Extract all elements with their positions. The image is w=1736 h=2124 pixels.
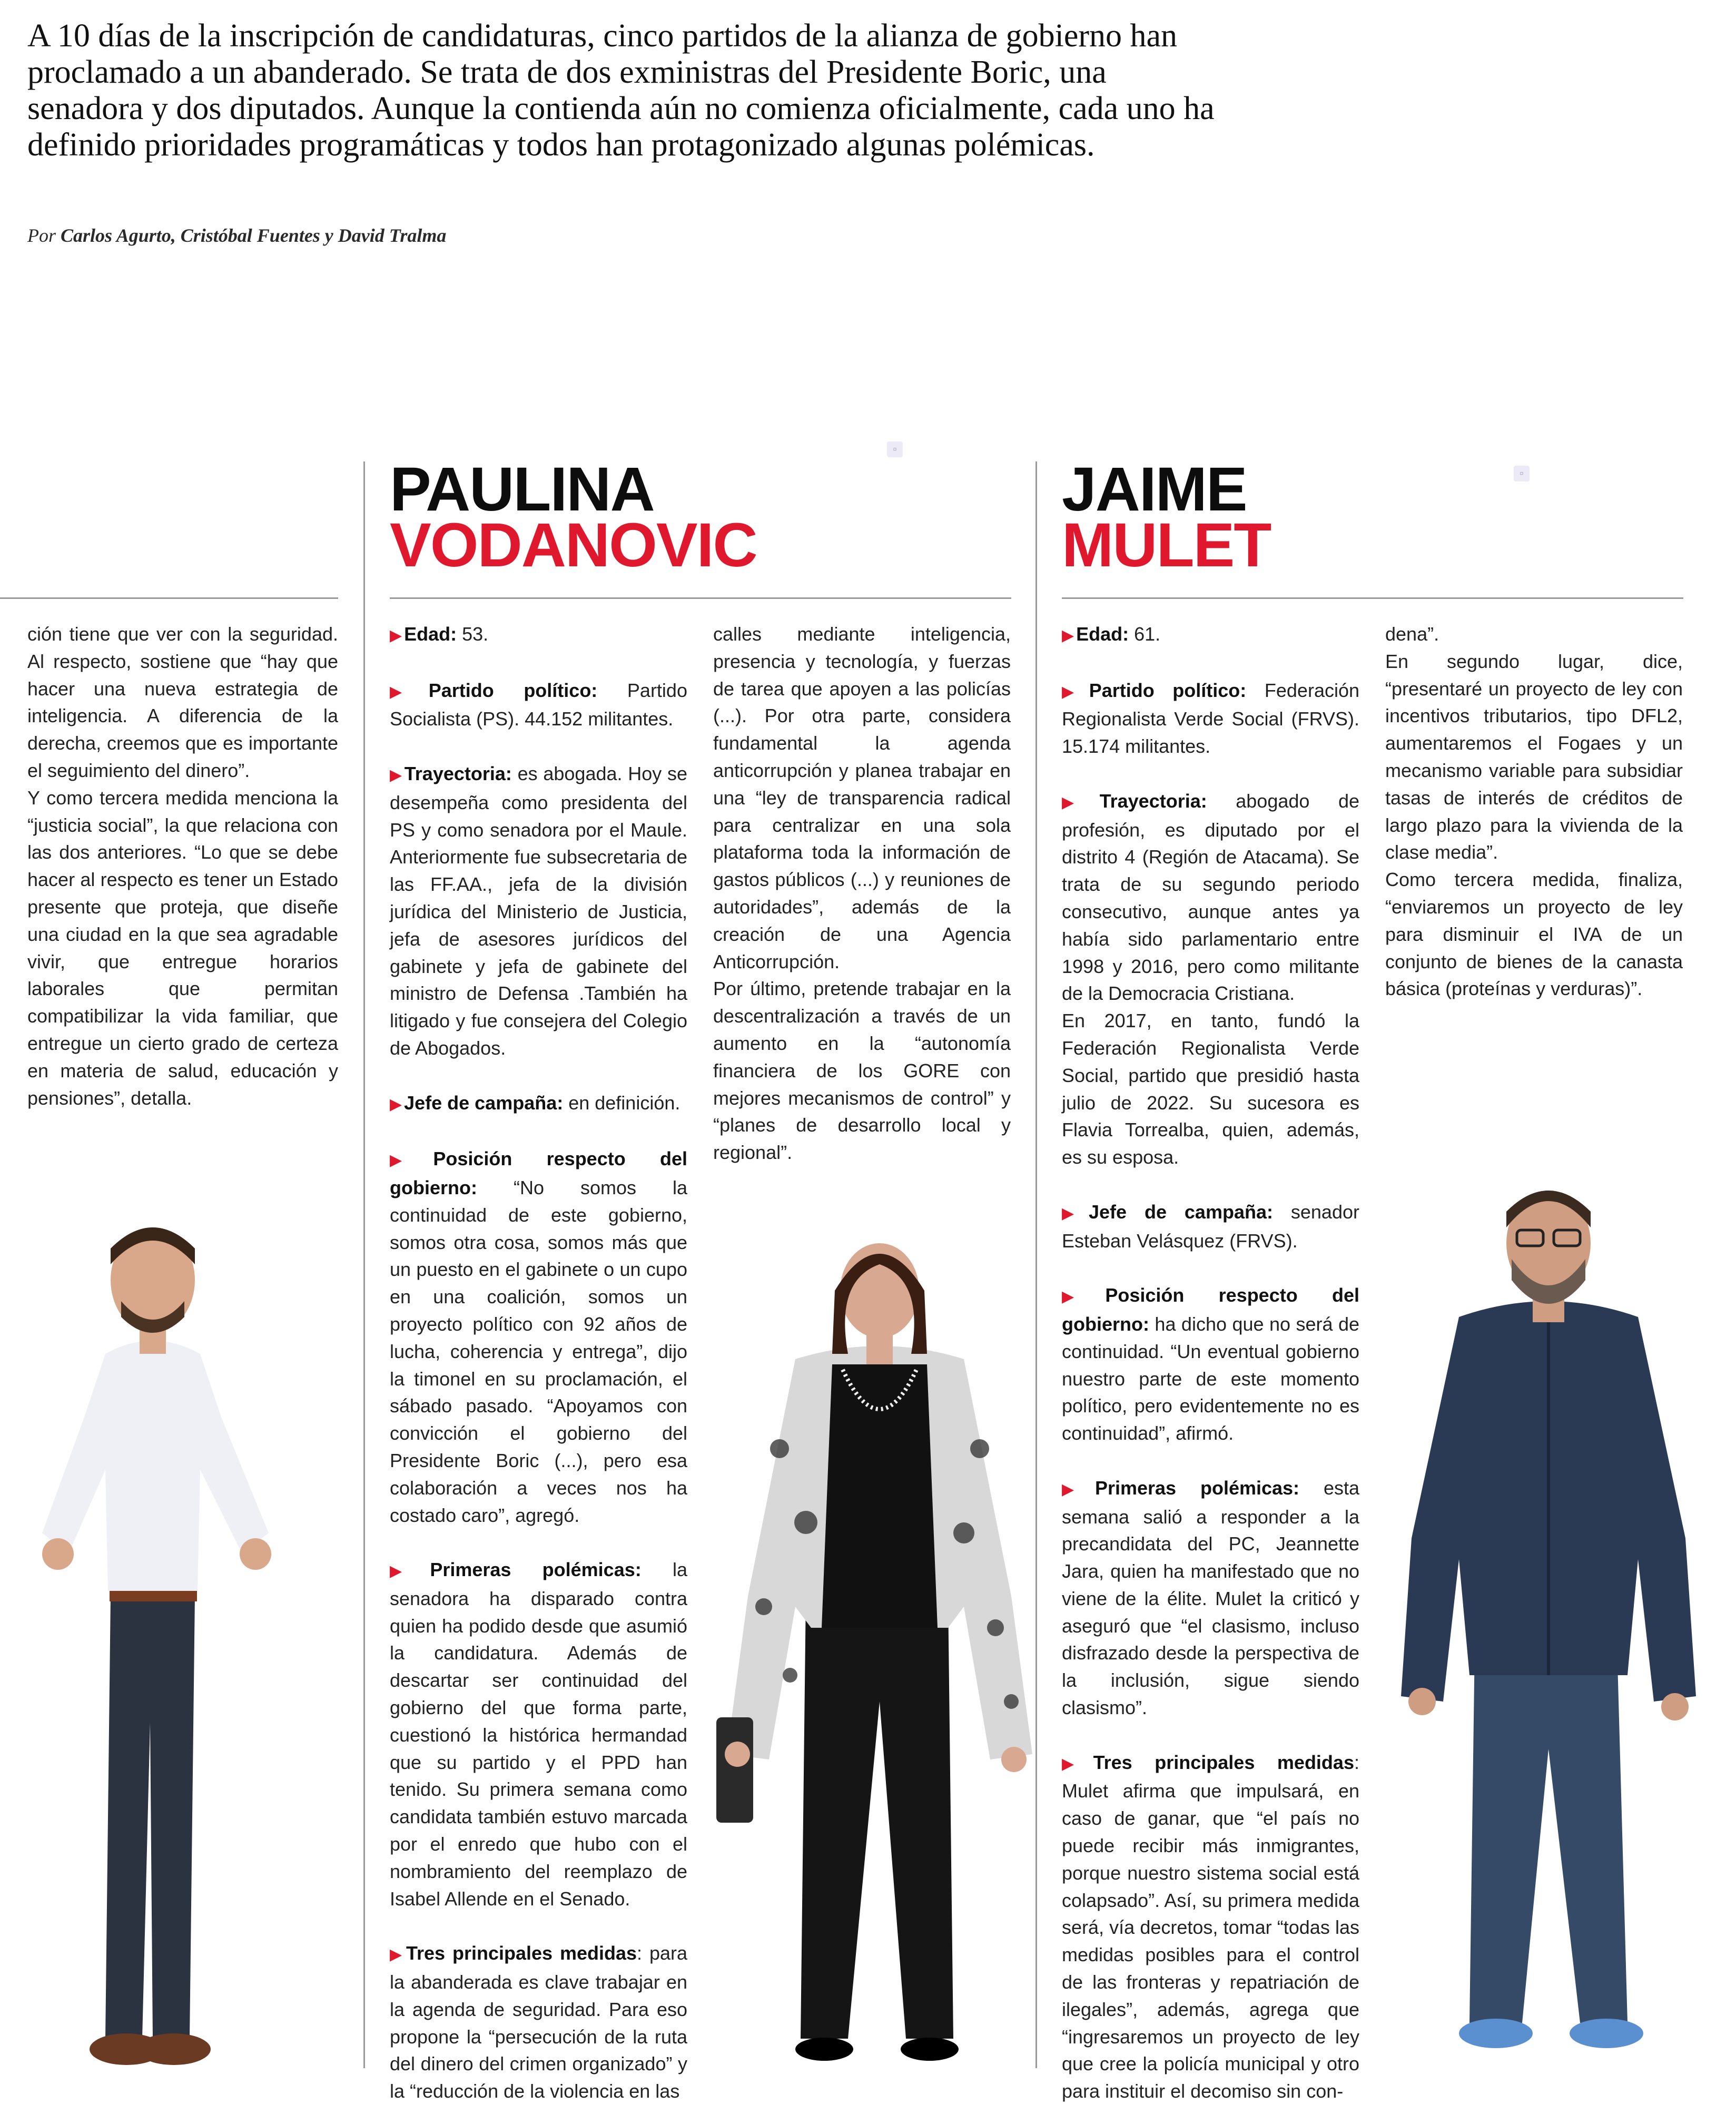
arrow-icon: ▶ — [1062, 683, 1087, 701]
section-rule — [390, 597, 1011, 599]
byline-authors: Carlos Agurto, Cristóbal Fuentes y David Tralma — [61, 225, 447, 246]
paragraph: calles mediante inteligencia, presencia y tecnología, y fuerzas de tarea que apoyen a las policías (...). Por otra parte, considera fundamental la agenda anticorrupción y planea trabajar en una “ley de transparencia radical para centralizar en una sola plataforma toda la información de gastos públicos (...) y reuniones de autoridades”, además de la creación de una Agencia Anticorrupción. — [713, 623, 1011, 972]
profile-item-posicion: ▶ Posición respecto del gobierno: “No somos la continuidad de este gobierno, somos otra cosa, somos más que un puesto en el gabinete o un cupo en una coalición, somos un proyecto político con 92 años de lucha, coherencia y entrega”, dijo la timonel en su proclamación, el sábado pasado. “Apoyamos con convicción el gobierno del Presidente Boric (...), pero esa colaboración a veces nos ha costado caro”, agregó. — [390, 1148, 687, 1526]
first-name: PAULINA — [390, 455, 654, 524]
arrow-icon: ▶ — [1062, 1204, 1087, 1222]
arrow-icon: ▶ — [390, 1946, 404, 1964]
profile-item-partido: ▶ Partido político: Partido Socialista (PS). 44.152 militantes. — [390, 679, 687, 730]
last-name: VODANOVIC — [390, 510, 757, 580]
candidate-name-mulet — [1062, 455, 1271, 580]
paragraph: Y como tercera medida menciona la “justicia social”, la que relaciona con las dos anteriores. “Lo que se debe hacer al respecto es tener un Estado presente que proteja, que diseñe una ciudad en la que sea agradable vivir, que entregue horarios laborales que permitan compatibilizar la vida familiar, que entregue un cierto grado de certeza en materia de salud, educación y pensiones”, detalla. — [27, 786, 338, 1109]
vodanovic-continuation-column — [713, 621, 1011, 1166]
section-rule — [0, 597, 338, 599]
profile-item-trayectoria: ▶ Trayectoria: abogado de profesión, es diputado por el distrito 4 (Región de Atacama). Se trata de su segundo periodo consecutivo, aunque antes ya había sido parlamentario entre 1998 y 2016, pero como militante de la Democracia Cristiana. — [1062, 790, 1359, 1005]
left-continuation-column — [27, 621, 338, 1112]
paragraph: Como tercera medida, finaliza, “enviaremos un proyecto de ley para disminuir el IVA de un conjunto de bienes de la canasta básica (proteínas y verduras)”. — [1385, 869, 1683, 1000]
vodanovic-profile-column — [390, 621, 687, 2105]
paragraph: En segundo lugar, dice, “presentaré un proyecto de ley con incentivos tributarios, tipo DFL2, aumentaremos el Fogaes y un mecanismo variable para subsidiar tasas de interés de créditos de largo plazo para la vivienda de la clase media”. — [1385, 650, 1683, 863]
byline-prefix: Por — [27, 225, 56, 246]
arrow-icon: ▶ — [1062, 1755, 1091, 1773]
column-divider — [363, 461, 365, 2068]
profile-item-trayectoria: ▶ Trayectoria: es abogada. Hoy se desempeña como presidenta del PS y como senadora por el Maule. Anteriormente fue subsecretaria de las FF.AA., jefa de la división jurídica del Ministerio de Justicia, jefa de asesores jurídicos del gabinete y jefa de gabinete del ministro de Defensa .También ha litigado y fue consejera del Colegio de Abogados. — [390, 762, 687, 1059]
profile-item-edad: ▶ Edad: 53. — [390, 623, 489, 645]
arrow-icon: ▶ — [390, 1095, 402, 1113]
mulet-continuation-column — [1385, 621, 1683, 1002]
arrow-icon: ▶ — [1062, 793, 1098, 811]
profile-item-jefe-campana: ▶ Jefe de campaña: en definición. — [390, 1092, 680, 1114]
paragraph: En 2017, en tanto, fundó la Federación Regionalista Verde Social, partido que presidió hasta julio de 2022. Su sucesora es Flavia Torrealba, quien, además, es su esposa. — [1062, 1010, 1359, 1168]
profile-item-partido: ▶ Partido político: Federación Regionalista Verde Social (FRVS). 15.174 militantes. — [1062, 679, 1360, 758]
profile-item-medidas: ▶ Tres principales medidas: para la abanderada es clave trabajar en la agenda de seguridad. Para eso propone la “persecución de la ruta del dinero del crimen organizado” y la “reducción de la violencia en las — [390, 1942, 688, 2102]
candidate-photo-vodanovic — [716, 1227, 1043, 2081]
arrow-icon: ▶ — [390, 1562, 428, 1580]
first-name: JAIME — [1062, 455, 1247, 524]
image-placeholder-icon: ▫ — [1514, 466, 1530, 481]
article-intro: A 10 días de la inscripción de candidaturas, cinco partidos de la alianza de gobierno han proclamado a un abanderado. Se trata de dos exministras del Presidente Boric, una senadora y dos diputados. Aunque la contienda aún no comienza oficialmente, cada uno ha definido prioridades programáticas y todos han protagonizado algunas polémicas. — [27, 18, 1215, 163]
profile-item-jefe-campana: ▶ Jefe de campaña: senador Esteban Velásquez (FRVS). — [1062, 1201, 1359, 1252]
paragraph: dena”. — [1385, 623, 1439, 645]
arrow-icon: ▶ — [390, 766, 402, 784]
candidate-photo-left — [21, 1196, 358, 2076]
mulet-profile-column — [1062, 621, 1359, 2105]
byline — [27, 224, 817, 247]
arrow-icon: ▶ — [1062, 627, 1074, 644]
arrow-icon: ▶ — [390, 683, 427, 701]
profile-item-polemicas: ▶ Primeras polémicas: la senadora ha disparado contra quien ha podido desde que asumió la candidatura. Además de descartar ser continuidad del gobierno del que forma parte, cuestionó la histórica hermandad que su partido y el PPD han tenido. Su primera semana como candidata también estuvo marcada por el enredo que hubo con el nombramiento del reemplazo de Isabel Allende en el Senado. — [390, 1559, 687, 1910]
section-rule — [1062, 597, 1683, 599]
profile-item-polemicas: ▶ Primeras polémicas: esta semana salió a responder a la precandidata del PC, Jeannette Jara, quien ha manifestado que no viene de la élite. Mulet la criticó y aseguró que “el clasismo, incluso disfrazado desde la perspectiva de la inclusión, sigue siendo clasismo”. — [1062, 1477, 1359, 1719]
arrow-icon: ▶ — [390, 1152, 431, 1169]
profile-item-medidas: ▶ Tres principales medidas: Mulet afirma que impulsará, en caso de ganar, que “el país no puede recibir más inmigrantes, porque nuestro sistema social está colapsado”. Así, su primera medida será, vía decretos, tomar “todas las medidas posibles para el control de las fronteras y repatriación de ilegales”, además, agrega que “ingresaremos un proyecto de ley que cree la policía municipal y otro para instituir el decomiso sin con- — [1062, 1751, 1359, 2102]
image-placeholder-icon: ▫ — [887, 441, 903, 457]
paragraph: ción tiene que ver con la seguridad. Al respecto, sostiene que “hay que hacer una nueva estrategia de inteligencia. A diferencia de la derecha, creemos que es importante el seguimiento del dinero”. — [27, 623, 338, 781]
paragraph: Por último, pretende trabajar en la descentralización a través de un aumento en la “autonomía financiera de los GORE con mejores mecanismos de control” y “planes de desarrollo local y regional”. — [713, 978, 1011, 1164]
candidate-name-vodanovic — [390, 455, 757, 580]
arrow-icon: ▶ — [1062, 1288, 1103, 1306]
arrow-icon: ▶ — [390, 627, 402, 644]
last-name: MULET — [1062, 510, 1271, 580]
profile-item-edad: ▶ Edad: 61. — [1062, 623, 1161, 645]
arrow-icon: ▶ — [1062, 1480, 1093, 1498]
profile-item-posicion: ▶ Posición respecto del gobierno: ha dicho que no será de continuidad. “Un eventual gobierno nuestro parte de este momento político, pero evidentemente no es continuidad”, afirmó. — [1062, 1284, 1359, 1444]
candidate-photo-mulet — [1390, 1169, 1707, 2076]
